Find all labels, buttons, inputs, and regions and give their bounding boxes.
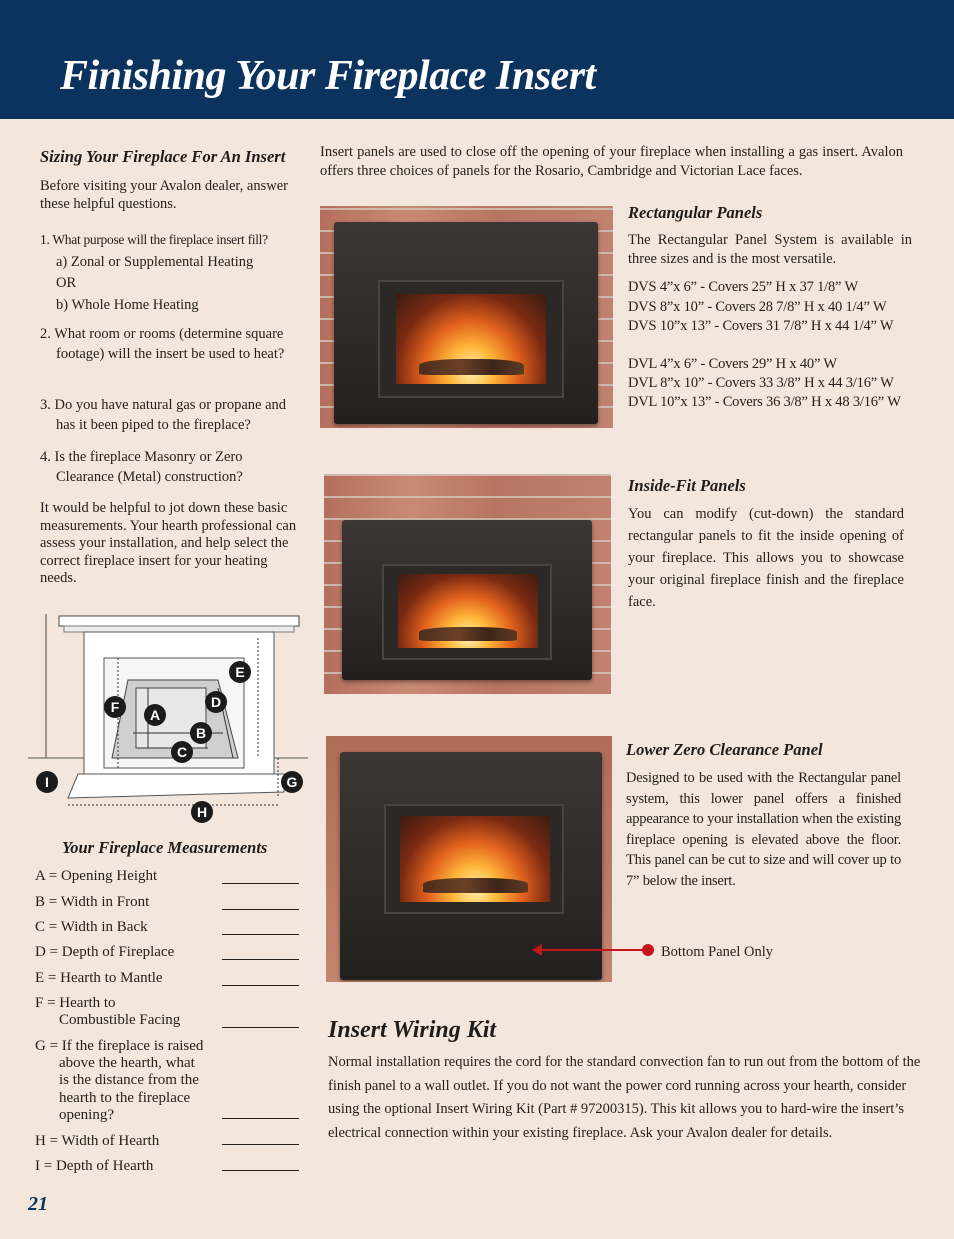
insert-panel [334,222,598,424]
dvl-size-2: DVL 8”x 10” - Covers 33 3/8” H x 44 3/16” W [628,375,894,391]
rectangular-heading: Rectangular Panels [628,203,763,222]
callout-arrow-line [540,949,646,951]
bottom-panel-callout: Bottom Panel Only [661,944,773,960]
measurement-g: G = If the fireplace is raised [35,1038,204,1054]
measurement-i-blank[interactable] [222,1153,299,1171]
diagram-label-d: D [205,691,227,713]
measurement-d-blank[interactable] [222,942,299,960]
insert-body [378,280,564,398]
measurement-a: A = Opening Height [35,868,158,884]
inside-fit-heading: Inside-Fit Panels [628,476,746,495]
measurements-heading: Your Fireplace Measurements [62,838,268,857]
measurement-i: I = Depth of Hearth [35,1158,154,1174]
callout-dot-icon [642,944,654,956]
fireplace-diagram [28,608,308,826]
sizing-heading: Sizing Your Fireplace For An Insert [40,147,286,166]
page-number: 21 [28,1193,48,1215]
measurement-f: F = Hearth to [35,995,116,1011]
measurement-c: C = Width in Back [35,919,148,935]
measurement-h-blank[interactable] [222,1127,299,1145]
question-1 [40,230,302,315]
measurement-b: B = Width in Front [35,894,150,910]
dvs-size-1: DVS 4”x 6” - Covers 25” H x 37 1/8” W [628,279,858,295]
inside-fit-panel-photo [324,474,611,694]
insert-panel-lower [340,752,602,980]
sizing-outro: It would be helpful to jot down these basic measurements. Your hearth professional can assess your installation, and help select the correct fireplace insert for your heating needs. [40,500,297,586]
inside-fit-body: You can modify (cut-down) the standard rectangular panels to fit the inside opening of your fireplace. This allows you to showcase your original fireplace finish and the fireplace face. [628,506,904,610]
lower-panel-photo [326,736,612,982]
insert-body-lower [384,804,564,914]
question-1a: a) Zonal or Supplemental Heating [56,253,254,270]
measurement-h: H = Width of Hearth [35,1133,160,1149]
diagram-label-i: I [36,771,58,793]
lower-panel-heading: Lower Zero Clearance Panel [626,740,823,759]
diagram-label-a: A [144,704,166,726]
wiring-heading: Insert Wiring Kit [328,1017,497,1043]
diagram-label-b: B [190,722,212,744]
diagram-label-c: C [171,741,193,763]
question-3: 3. Do you have natural gas or propane and has it been piped to the fireplace? [40,397,287,433]
measurement-e-blank[interactable] [222,968,299,986]
question-1b: b) Whole Home Heating [56,296,199,313]
dvl-size-1: DVL 4”x 6” - Covers 29” H x 40” W [628,356,837,372]
intro-text: Insert panels are used to close off the opening of your fireplace when installing a gas insert. Avalon offers three choices of panels for the Rosario, Cambridge and Victorian Lace faces. [320,144,903,179]
measurement-e: E = Hearth to Mantle [35,970,163,986]
diagram-label-h: H [191,801,213,823]
dvl-list [628,355,928,412]
page-title: Finishing Your Fireplace Insert [60,53,596,99]
question-1-text: 1. What purpose will the fireplace insert fill? [40,232,268,247]
measurement-f-blank[interactable] [222,1010,299,1028]
fire-image-lower [400,816,550,902]
insert-panel-inside-fit [342,520,592,680]
fire-image [396,294,546,384]
callout-arrowhead-icon [532,944,542,956]
sizing-intro: Before visiting your Avalon dealer, answer these helpful questions. [40,178,288,212]
measurement-f-cont: Combustible Facing [59,1012,181,1028]
dvl-size-3: DVL 10”x 13” - Covers 36 3/8” H x 48 3/16” W [628,394,901,410]
measurement-g-cont-3: hearth to the fireplace [59,1090,191,1106]
rectangular-body: The Rectangular Panel System is available in three sizes and is the most versatile. [628,232,912,267]
wiring-body: Normal installation requires the cord for the standard convection fan to run out from the bottom of the finish panel to a wall outlet. If you do not want the power cord running across your hearth, consider using the optional Insert Wiring Kit (Part # 97200315). This kit allows you to hard-wire the insert’s electrical connection within your existing fireplace. Ask your Avalon dealer for details. [328,1054,921,1141]
question-2: 2. What room or rooms (determine square footage) will the insert be used to heat? [40,326,285,362]
insert-body-inside-fit [382,564,552,660]
rectangular-panel-photo [320,206,613,428]
dvs-list [628,278,928,337]
measurement-g-cont-1: above the hearth, what [59,1055,195,1071]
measurement-g-cont-2: is the distance from the [59,1072,199,1088]
question-1-or: OR [56,275,77,291]
measurement-g-blank[interactable] [222,1101,299,1119]
measurement-b-blank[interactable] [222,892,299,910]
lower-panel-body: Designed to be used with the Rectangular panel system, this lower panel offers a finished appearance to your installation when the existing fireplace opening is elevated above the floor. This panel can be cut to size and will cover up to 7” below the insert. [626,770,901,889]
header-banner [0,0,954,119]
dvs-size-2: DVS 8”x 10” - Covers 28 7/8” H x 40 1/4” W [628,298,887,315]
dvs-size-3: DVS 10”x 13” - Covers 31 7/8” H x 44 1/4” W [628,318,894,334]
measurement-a-blank[interactable] [222,866,299,884]
question-4: 4. Is the fireplace Masonry or Zero Clearance (Metal) construction? [40,449,243,485]
fire-image-inside-fit [398,574,538,648]
measurement-g-cont-4: opening? [59,1107,114,1123]
diagram-label-e: E [229,661,251,683]
diagram-label-f: F [104,696,126,718]
measurement-d: D = Depth of Fireplace [35,944,175,960]
measurement-c-blank[interactable] [222,917,299,935]
diagram-label-g: G [281,771,303,793]
